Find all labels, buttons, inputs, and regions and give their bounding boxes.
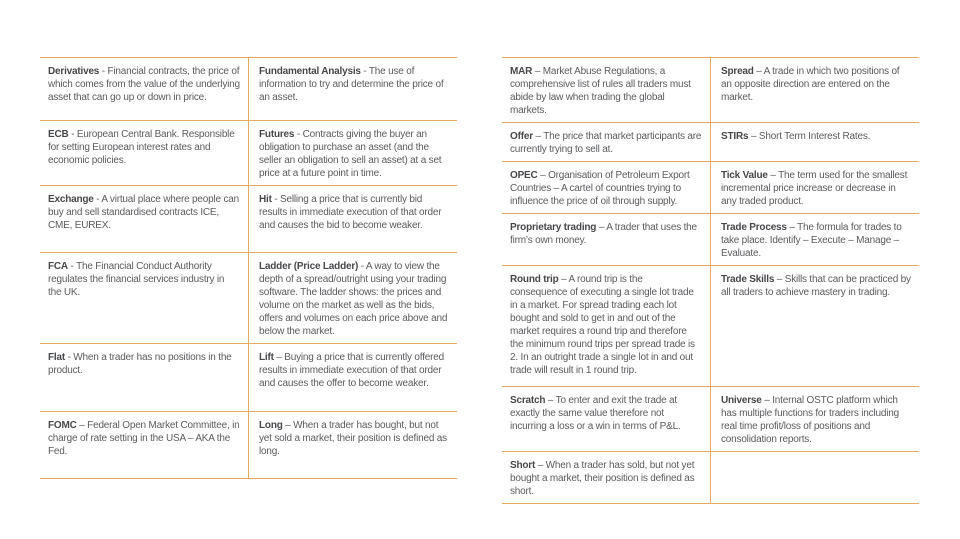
- table-row: [502, 387, 919, 452]
- table-row: [502, 266, 919, 387]
- term-label: Trade Process: [721, 222, 787, 233]
- definition-text: - A way to view the depth of a spread/outright using your trading software. The ladder shows: the prices and volume on the market as well as the bids, offers and volumes on each price above and below the market.: [259, 261, 448, 337]
- glossary-cell: [40, 253, 249, 344]
- glossary-cell: [40, 186, 249, 253]
- table-row: [40, 344, 457, 412]
- term-label: ECB: [48, 129, 69, 140]
- glossary-table-right: [502, 57, 919, 504]
- table-row: [40, 253, 457, 344]
- definition-text: - Contracts giving the buyer an obligation to purchase an asset (and the seller an obligation to sell an asset) at a set price at a future point in time.: [259, 129, 442, 179]
- definition-text: – Buying a price that is currently offered results in immediate execution of that order and causes the offer to become weaker.: [259, 352, 444, 389]
- definition-text: – When a trader has bought, but not yet sold a market, their position is defined as long.: [259, 420, 447, 457]
- glossary-cell: [249, 186, 458, 253]
- glossary-cell: [249, 344, 458, 412]
- term-label: Short: [510, 460, 536, 471]
- glossary-cell: [502, 123, 711, 162]
- glossary-cell: [249, 58, 458, 121]
- glossary-cell: [711, 387, 920, 452]
- table-row: [502, 452, 919, 504]
- definition-text: – Skills that can be practiced by all traders to achieve mastery in trading.: [721, 274, 911, 298]
- definition-text: - Financial contracts, the price of which comes from the value of the underlying asset that can go up or down in price.: [48, 66, 240, 103]
- term-label: Exchange: [48, 194, 94, 205]
- term-label: MAR: [510, 66, 533, 77]
- definition-text: – A trade in which two positions of an opposite direction are entered on the market.: [721, 66, 900, 103]
- definition-text: – The price that market participants are currently trying to sell at.: [510, 131, 702, 155]
- glossary-cell: [711, 58, 920, 123]
- glossary-cell: [249, 121, 458, 186]
- table-row: [40, 412, 457, 479]
- term-label: Futures: [259, 129, 295, 140]
- table-row: [502, 162, 919, 214]
- definition-text: – When a trader has sold, but not yet bought a market, their position is defined as short.: [510, 460, 695, 497]
- term-label: Flat: [48, 352, 65, 363]
- glossary-cell: [249, 253, 458, 344]
- term-label: Fundamental Analysis: [259, 66, 361, 77]
- glossary-cell: [502, 162, 711, 214]
- term-label: Long: [259, 420, 283, 431]
- glossary-cell: [502, 387, 711, 452]
- term-label: Proprietary trading: [510, 222, 597, 233]
- definition-text: – Internal OSTC platform which has multiple functions for traders including real time profit/loss of positions and consolidation reports.: [721, 395, 899, 445]
- term-label: FOMC: [48, 420, 77, 431]
- table-row: [40, 121, 457, 186]
- term-label: Universe: [721, 395, 762, 406]
- term-label: STIRs: [721, 131, 749, 142]
- definition-text: – Organisation of Petroleum Export Countries – A cartel of countries trying to influence the price of oil through supply.: [510, 170, 690, 207]
- definition-text: – Market Abuse Regulations, a comprehensive list of rules all traders must abide by law when trading the global markets.: [510, 66, 691, 116]
- definition-text: – The formula for trades to take place. Identify – Execute – Manage – Evaluate.: [721, 222, 902, 259]
- definition-text: – A round trip is the consequence of executing a single lot trade in a market. For spread trading each lot bought and sold to get in and out of the market requires a round trip and therefore the minimum round trips per spread trade is 2. In an outright trade a single lot in and out trade will result in 1 round trip.: [510, 274, 695, 376]
- glossary-cell: [502, 214, 711, 266]
- glossary-cell: [40, 58, 249, 121]
- definition-text: – To enter and exit the trade at exactly the same value therefore not incurring a loss or a win in terms of P&L.: [510, 395, 681, 432]
- glossary-cell: [711, 162, 920, 214]
- term-label: FCA: [48, 261, 68, 272]
- term-label: Round trip: [510, 274, 559, 285]
- term-label: OPEC: [510, 170, 538, 181]
- definition-text: - A virtual place where people can buy and sell standardised contracts ICE, CME, EUREX.: [48, 194, 239, 231]
- table-row: [502, 58, 919, 123]
- term-label: Scratch: [510, 395, 546, 406]
- definition-text: – Federal Open Market Committee, in charge of rate setting in the USA – AKA the Fed.: [48, 420, 240, 457]
- glossary-cell: [711, 266, 920, 387]
- table-row: [40, 186, 457, 253]
- term-label: Ladder (Price Ladder): [259, 261, 359, 272]
- term-label: Hit: [259, 194, 272, 205]
- glossary-cell: [502, 266, 711, 387]
- glossary-cell: [502, 58, 711, 123]
- definition-text: - Selling a price that is currently bid results in immediate execution of that order and causes the bid to become weaker.: [259, 194, 442, 231]
- definition-text: – The term used for the smallest incremental price increase or decrease in any traded product.: [721, 170, 908, 207]
- table-row: [40, 58, 457, 121]
- table-row: [502, 214, 919, 266]
- definition-text: - When a trader has no positions in the product.: [48, 352, 232, 376]
- definition-text: - The Financial Conduct Authority regulates the financial services industry in the UK.: [48, 261, 225, 298]
- glossary-cell: [40, 344, 249, 412]
- definition-text: - European Central Bank. Responsible for setting European interest rates and economic policies.: [48, 129, 235, 166]
- term-label: Lift: [259, 352, 274, 363]
- glossary-cell-empty: [711, 452, 920, 504]
- term-label: Offer: [510, 131, 533, 142]
- glossary-cell: [249, 412, 458, 479]
- term-label: Tick Value: [721, 170, 768, 181]
- glossary-table-left: [40, 57, 457, 479]
- definition-text: - The use of information to try and determine the price of an asset.: [259, 66, 444, 103]
- glossary-cell: [711, 123, 920, 162]
- table-row: [502, 123, 919, 162]
- definition-text: – Short Term Interest Rates.: [750, 131, 871, 142]
- glossary-cell: [40, 121, 249, 186]
- term-label: Spread: [721, 66, 754, 77]
- term-label: Derivatives: [48, 66, 100, 77]
- glossary-cell: [40, 412, 249, 479]
- term-label: Trade Skills: [721, 274, 775, 285]
- glossary-cell: [502, 452, 711, 504]
- definition-text: – A trader that uses the firm’s own money.: [510, 222, 697, 246]
- glossary-cell: [711, 214, 920, 266]
